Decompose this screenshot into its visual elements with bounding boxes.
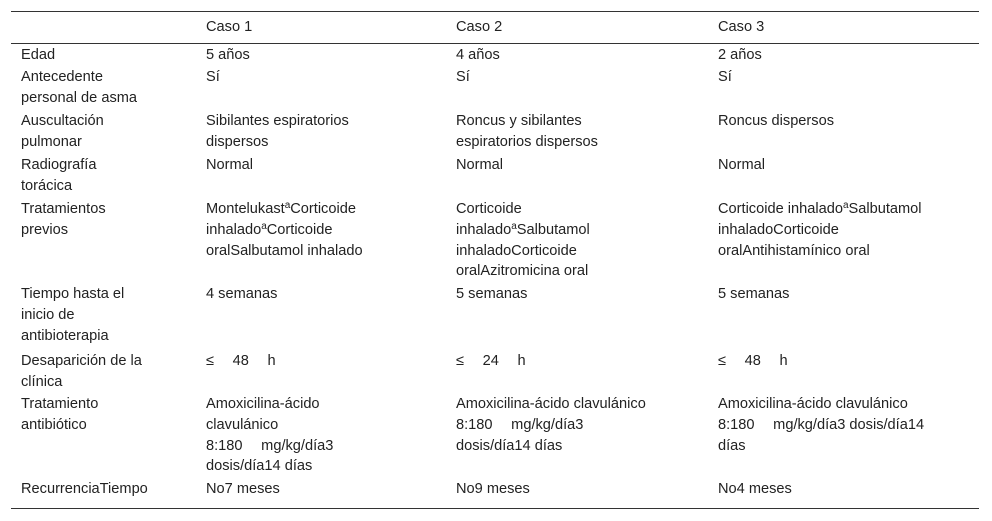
cell-line: Normal	[456, 157, 504, 173]
cell-line: inhalado$^a$Corticoide	[206, 220, 333, 238]
caso-2-value	[456, 351, 526, 372]
cell-line: Roncus y sibilantes	[456, 113, 582, 129]
row-label	[21, 479, 148, 500]
row-label	[21, 45, 55, 66]
header-rule	[11, 43, 979, 44]
cell-line: 5 semanas	[718, 286, 790, 302]
cell-line: Roncus dispersos	[718, 113, 834, 129]
caso-2-value	[456, 45, 500, 66]
cell-line: Tratamiento	[21, 396, 99, 412]
cell-line: personal de asma	[21, 89, 138, 106]
cell-line: dispersos	[206, 133, 269, 150]
cell-line: ≤ 48 h	[718, 353, 788, 369]
cell-line: inhaladoCorticoide	[718, 221, 839, 238]
cell-line: oralAntihistamínico oral	[718, 242, 870, 259]
cell-line: espiratorios dispersos	[456, 133, 598, 150]
cell-line: dosis/día14 días	[456, 437, 563, 454]
cell-line: Desaparición de la	[21, 353, 142, 369]
cell-line: Montelukast$^a$Corticoide	[206, 200, 356, 217]
caso-2-value	[456, 479, 530, 500]
cell-line: 4 semanas	[206, 286, 278, 302]
footnote-marker: a	[284, 200, 291, 211]
cell-line: Tratamientos	[21, 201, 106, 217]
footnote-marker: a	[261, 220, 267, 232]
caso-1-value	[206, 351, 276, 372]
footnote-marker: a	[842, 200, 849, 211]
cell-line: oralAzitromicina oral	[456, 263, 589, 280]
cell-line: Normal	[718, 157, 766, 173]
caso-3-value	[718, 155, 765, 176]
caso-1-value	[206, 394, 333, 477]
caso-2-value	[456, 199, 590, 282]
row-label	[21, 67, 137, 109]
cell-line: antibiótico	[21, 416, 87, 433]
caso-2-value	[456, 284, 527, 305]
cell-line: Sí	[456, 69, 470, 85]
caso-3-value	[718, 67, 732, 88]
cell-line: Amoxicilina-ácido	[206, 396, 320, 412]
table-bottom-rule	[11, 508, 979, 509]
row-label	[21, 351, 142, 393]
cell-line: 5 años	[206, 47, 250, 63]
cell-line: Sí	[206, 69, 220, 85]
cell-line: previos	[21, 221, 69, 238]
row-label	[21, 394, 98, 436]
cell-line: 8:180 mg/kg/día3	[456, 416, 584, 433]
caso-1-value	[206, 67, 220, 88]
caso-1-value	[206, 155, 253, 176]
caso-3-value	[718, 111, 834, 132]
cell-line: Amoxicilina-ácido clavulánico	[718, 396, 908, 412]
cell-line: Edad	[21, 47, 56, 63]
row-label	[21, 155, 96, 197]
cell-line: RecurrenciaTiempo	[21, 481, 148, 497]
caso-1-value	[206, 479, 280, 500]
caso-2-value	[456, 67, 470, 88]
cell-line: 8:180 mg/kg/día3	[206, 437, 334, 454]
caso-1-value	[206, 284, 277, 305]
cell-line: inhaladoCorticoide	[456, 242, 577, 259]
cell-line: antibioterapia	[21, 327, 109, 344]
cell-line: torácica	[21, 177, 73, 194]
cell-line: ≤ 48 h	[206, 353, 276, 369]
cell-line: días	[718, 437, 746, 454]
caso-2-value	[456, 394, 646, 456]
caso-2-value	[456, 155, 503, 176]
caso-1-value	[206, 111, 349, 153]
cell-line: clavulánico	[206, 416, 279, 433]
cell-line: Auscultación	[21, 113, 104, 129]
row-label	[21, 111, 104, 153]
cell-line: Radiografía	[21, 157, 97, 173]
cell-line: dosis/día14 días	[206, 458, 313, 475]
cell-line: Tiempo hasta el	[21, 286, 125, 302]
cell-line: inhalado$^a$Salbutamol	[456, 220, 590, 238]
footnote-marker: a	[511, 220, 517, 232]
cell-line: pulmonar	[21, 133, 82, 150]
cell-line: ≤ 24 h	[456, 353, 526, 369]
cell-line: oralSalbutamol inhalado	[206, 242, 363, 259]
cell-line: 5 semanas	[456, 286, 528, 302]
caso-2-value	[456, 111, 598, 153]
caso-1-value	[206, 199, 363, 261]
cell-line: 4 años	[456, 47, 500, 63]
cell-line: clínica	[21, 373, 63, 390]
row-label	[21, 199, 106, 241]
table-top-rule	[11, 11, 979, 12]
row-label	[21, 284, 124, 346]
cell-line: Sí	[718, 69, 732, 85]
header-caso-3: Caso 3	[718, 19, 765, 35]
cell-line: Normal	[206, 157, 254, 173]
cell-line: Sibilantes espiratorios	[206, 113, 349, 129]
cell-line: Amoxicilina-ácido clavulánico	[456, 396, 646, 412]
cell-line: 8:180 mg/kg/día3 dosis/día14	[718, 416, 925, 433]
cell-line: Corticoide	[456, 201, 522, 217]
cell-line: 2 años	[718, 47, 762, 63]
cell-line: No9 meses	[456, 481, 530, 497]
caso-3-value	[718, 351, 788, 372]
caso-1-value	[206, 45, 250, 66]
caso-3-value	[718, 45, 762, 66]
cell-line: Corticoide inhalado$^a$Salbutamol	[718, 200, 922, 217]
caso-3-value	[718, 394, 924, 456]
cell-line: inicio de	[21, 306, 75, 323]
cell-line: Antecedente	[21, 69, 103, 85]
header-caso-1: Caso 1	[206, 19, 253, 35]
caso-3-value	[718, 284, 789, 305]
cell-line: No7 meses	[206, 481, 280, 497]
caso-3-value	[718, 199, 922, 261]
caso-3-value	[718, 479, 792, 500]
header-caso-2: Caso 2	[456, 19, 503, 35]
cell-line: No4 meses	[718, 481, 792, 497]
